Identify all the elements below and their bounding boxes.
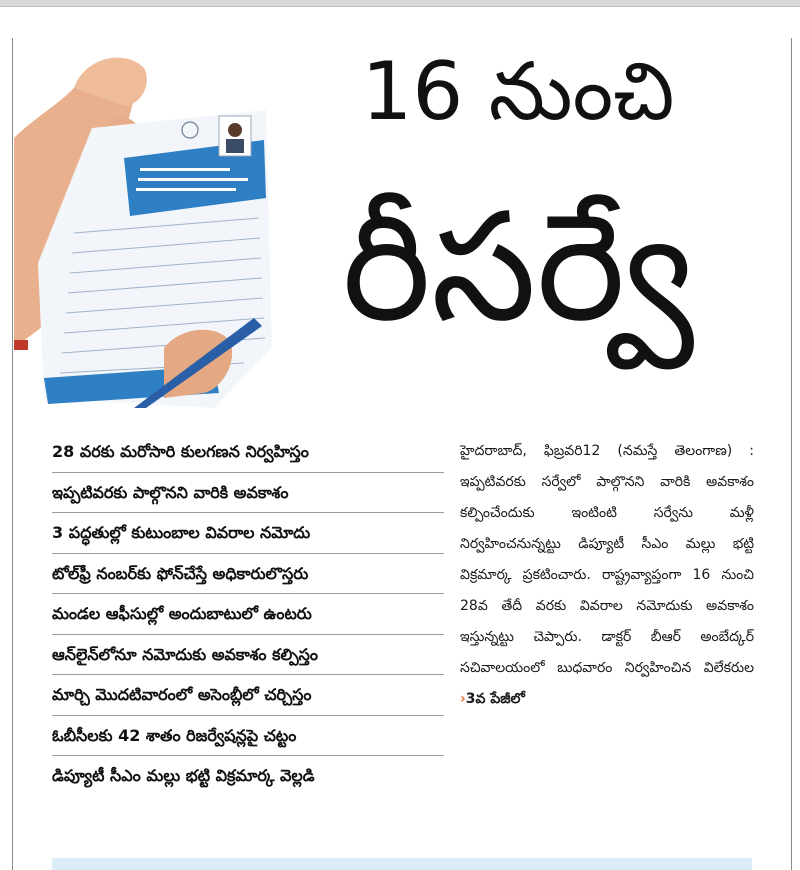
frame-left-border bbox=[12, 38, 13, 870]
highlight-item: 28 వరకు మరోసారి కులగణన నిర్వహిస్తం bbox=[52, 432, 444, 473]
highlight-item: డిప్యూటీ సీఎం మల్లు భట్టి విక్రమార్క వెల్లడి bbox=[52, 766, 315, 785]
continue-on-page-link[interactable]: 3వ పేజీలో bbox=[465, 691, 525, 707]
bottom-band bbox=[52, 858, 752, 870]
highlight-item: మార్చి మొదటివారంలో అసెంబ్లీలో చర్చిస్తం bbox=[52, 675, 444, 716]
highlight-item: ఆన్‌లైన్‌లోనూ నమోదుకు అవకాశం కల్పిస్తం bbox=[52, 635, 444, 676]
highlight-item: మండల ఆఫీసుల్లో అందుబాటులో ఉంటరు bbox=[52, 594, 444, 635]
survey-form-illustration bbox=[14, 48, 276, 408]
article-text: హైదరాబాద్, ఫిబ్రవరి12 (నమస్తే తెలంగాణ) : ఇప్పటివరకు సర్వేలో పాల్గొనని వారికి అవకాశం కల్పించేందుకు ఇంటింటి సర్వేను మళ్లీ నిర్వహించనున్నట్టు డిప్యూటీ సీఎం మల్లు భట్టి విక్రమార్క ప్రకటించారు. రాష్ట్రవ్యాప్తంగా 16 నుంచి 28వ తేదీ వరకు వివరాల నమోదుకు అవకాశం ఇస్తున్నట్టు చెప్పారు. డాక్టర్ బీఆర్ అంబేద్కర్ సచివాలయంలో బుధవారం నిర్వహించిన విలేకరుల bbox=[460, 443, 754, 676]
top-rule-line bbox=[0, 6, 800, 7]
headline-line-2: రీసర్వే bbox=[342, 181, 694, 355]
highlight-item: టోల్‌ఫ్రీ నంబర్‌కు ఫోన్‌చేస్తే అధికారులొస్తరు bbox=[52, 554, 444, 595]
highlights-list bbox=[52, 432, 444, 797]
article-body bbox=[460, 436, 754, 715]
continue-arrow-icon: › bbox=[460, 691, 466, 707]
frame-right-border bbox=[791, 38, 792, 870]
highlight-item: ఇప్పటివరకు పాల్గొనని వారికి అవకాశం bbox=[52, 473, 444, 514]
highlight-item: 3 పద్ధతుల్లో కుటుంబాల వివరాల నమోదు bbox=[52, 513, 444, 554]
headline-line-1: 16 నుంచి bbox=[361, 45, 675, 138]
highlight-item: ఓబీసీలకు 42 శాతం రిజర్వేషన్లపై చట్టం bbox=[52, 716, 444, 757]
survey-form-photo bbox=[14, 48, 276, 408]
